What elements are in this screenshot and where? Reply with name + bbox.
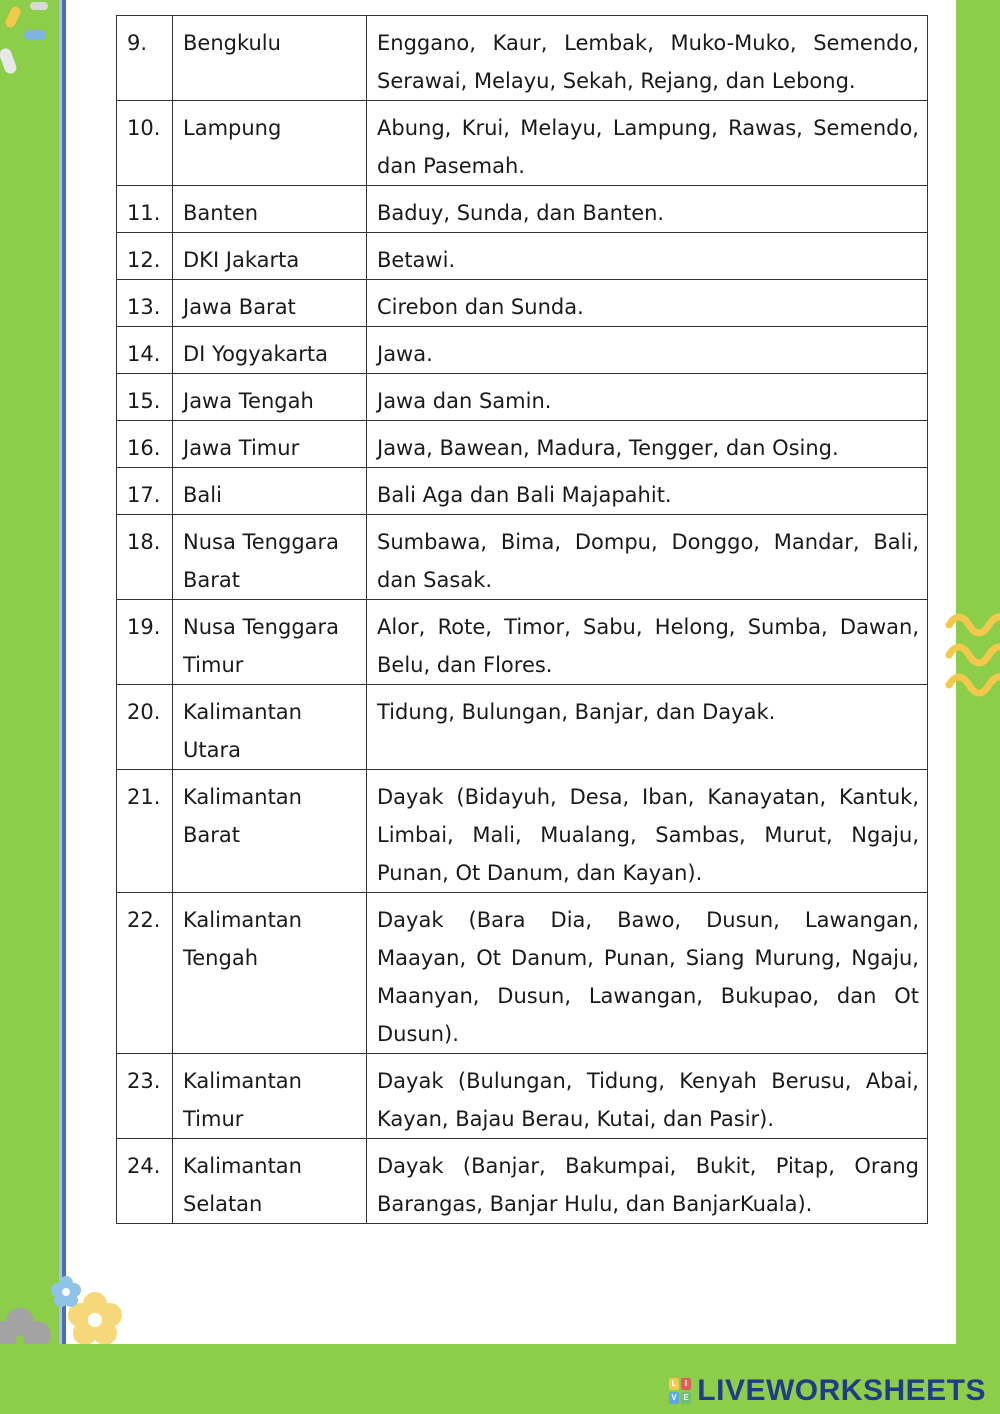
table-row	[117, 468, 928, 515]
tribe-list: Jawa dan Samin.	[367, 374, 928, 421]
tribe-list: Bali Aga dan Bali Majapahit.	[367, 468, 928, 515]
row-number: 10.	[117, 101, 173, 186]
table-row	[117, 421, 928, 468]
table-row	[117, 280, 928, 327]
table-row	[117, 101, 928, 186]
tribe-list: Tidung, Bulungan, Banjar, dan Dayak.	[367, 685, 928, 770]
row-number: 16.	[117, 421, 173, 468]
province-tribe-table	[116, 15, 928, 1224]
row-number: 24.	[117, 1139, 173, 1224]
table-row	[117, 16, 928, 101]
table-row	[117, 770, 928, 893]
table-row	[117, 600, 928, 685]
tribe-list: Jawa.	[367, 327, 928, 374]
province-name: Kalimantan Tengah	[173, 893, 367, 1054]
province-name: Nusa Tenggara Timur	[173, 600, 367, 685]
table-row	[117, 233, 928, 280]
row-number: 17.	[117, 468, 173, 515]
province-name: Bali	[173, 468, 367, 515]
liveworksheets-logo[interactable]	[669, 1374, 986, 1408]
row-number: 18.	[117, 515, 173, 600]
table-row	[117, 893, 928, 1054]
province-name: Jawa Timur	[173, 421, 367, 468]
table-row	[117, 1054, 928, 1139]
tribe-list: Abung, Krui, Melayu, Lampung, Rawas, Semendo, dan Pasemah.	[367, 101, 928, 186]
province-name: Kalimantan Selatan	[173, 1139, 367, 1224]
province-name: Kalimantan Timur	[173, 1054, 367, 1139]
tribe-list: Cirebon dan Sunda.	[367, 280, 928, 327]
footer-bar	[0, 1344, 1000, 1414]
table-row	[117, 685, 928, 770]
table-row	[117, 1139, 928, 1224]
row-number: 14.	[117, 327, 173, 374]
table-row	[117, 515, 928, 600]
province-name: Jawa Tengah	[173, 374, 367, 421]
province-name: Bengkulu	[173, 16, 367, 101]
tribe-list: Baduy, Sunda, dan Banten.	[367, 186, 928, 233]
wave-decoration	[945, 605, 1000, 715]
province-name: Banten	[173, 186, 367, 233]
row-number: 20.	[117, 685, 173, 770]
brand-name: LIVEWORKSHEETS	[697, 1374, 986, 1407]
row-number: 12.	[117, 233, 173, 280]
province-name: Lampung	[173, 101, 367, 186]
tribe-list: Dayak (Banjar, Bakumpai, Bukit, Pitap, Orang Barangas, Banjar Hulu, dan BanjarKuala).	[367, 1139, 928, 1224]
tribe-list: Dayak (Bara Dia, Bawo, Dusun, Lawangan, Maayan, Ot Danum, Punan, Siang Murung, Ngaju, Maanyan, Dusun, Lawangan, Bukupao, dan Ot Dusun).	[367, 893, 928, 1054]
province-name: Jawa Barat	[173, 280, 367, 327]
row-number: 15.	[117, 374, 173, 421]
tribe-list: Alor, Rote, Timor, Sabu, Helong, Sumba, Dawan, Belu, dan Flores.	[367, 600, 928, 685]
province-name: DKI Jakarta	[173, 233, 367, 280]
tribe-list: Enggano, Kaur, Lembak, Muko-Muko, Semendo, Serawai, Melayu, Sekah, Rejang, dan Lebong.	[367, 16, 928, 101]
liveworksheets-logo-icon: L I V E	[669, 1378, 691, 1404]
tribe-list: Dayak (Bidayuh, Desa, Iban, Kanayatan, Kantuk, Limbai, Mali, Mualang, Sambas, Murut, Ngaju, Punan, Ot Danum, dan Kayan).	[367, 770, 928, 893]
province-name: Kalimantan Utara	[173, 685, 367, 770]
table-row	[117, 186, 928, 233]
row-number: 23.	[117, 1054, 173, 1139]
province-name: Kalimantan Barat	[173, 770, 367, 893]
province-name: Nusa Tenggara Barat	[173, 515, 367, 600]
row-number: 11.	[117, 186, 173, 233]
row-number: 9.	[117, 16, 173, 101]
row-number: 21.	[117, 770, 173, 893]
row-number: 13.	[117, 280, 173, 327]
worksheet-page	[62, 0, 956, 1344]
tribe-list: Jawa, Bawean, Madura, Tengger, dan Osing.	[367, 421, 928, 468]
tribe-list: Sumbawa, Bima, Dompu, Donggo, Mandar, Bali, dan Sasak.	[367, 515, 928, 600]
confetti-decoration	[0, 0, 62, 90]
table-row	[117, 374, 928, 421]
tribe-list: Dayak (Bulungan, Tidung, Kenyah Berusu, Abai, Kayan, Bajau Berau, Kutai, dan Pasir).	[367, 1054, 928, 1139]
tribe-list: Betawi.	[367, 233, 928, 280]
province-name: DI Yogyakarta	[173, 327, 367, 374]
row-number: 19.	[117, 600, 173, 685]
row-number: 22.	[117, 893, 173, 1054]
table-row	[117, 327, 928, 374]
